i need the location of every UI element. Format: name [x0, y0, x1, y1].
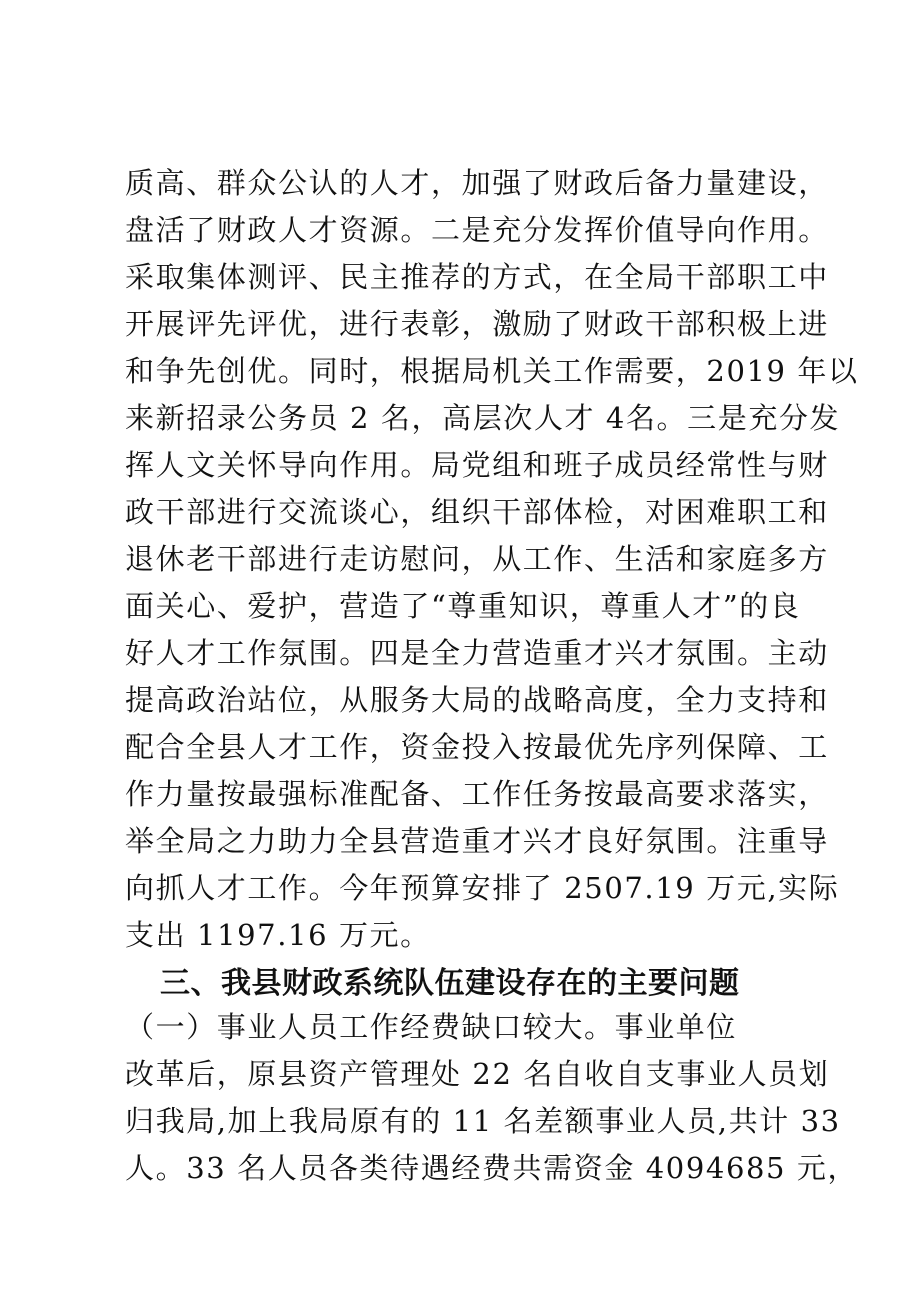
paragraph-line: （一）事业人员工作经费缺口较大。事业单位 [125, 1010, 738, 1044]
paragraph-line: 配合全县人才工作，资金投入按最优先序列保障、工 [125, 730, 829, 764]
paragraph-line: 退休老干部进行走访慰问，从工作、生活和家庭多方 [125, 542, 829, 576]
paragraph-line: 面关心、爱护，营造了“尊重知识，尊重人才”的良 [125, 589, 801, 623]
paragraph-line: 举全局之力助力全县营造重才兴才良好氛围。注重导 [125, 824, 829, 858]
paragraph-line: 提高政治站位，从服务大局的战略高度，全力支持和 [125, 683, 829, 717]
paragraph-line: 支出 1197.16 万元。 [125, 918, 431, 952]
paragraph-line: 来新招录公务员 2 名，高层次人才 4名。三是充分发 [125, 401, 841, 435]
paragraph-line: 和争先创优。同时，根据局机关工作需要，2019 年以 [125, 354, 859, 388]
paragraph-line: 采取集体测评、民主推荐的方式，在全局干部职工中 [125, 260, 829, 294]
paragraph-line: 作力量按最强标准配备、工作任务按最高要求落实， [125, 777, 829, 811]
paragraph-line: 政干部进行交流谈心，组织干部体检，对困难职工和 [125, 495, 829, 529]
paragraph-line: 归我局,加上我局原有的 11 名差额事业人员,共计 33 [125, 1104, 841, 1138]
paragraph-line: 质高、群众公认的人才，加强了财政后备力量建设， [125, 166, 829, 200]
paragraph-line: 向抓人才工作。今年预算安排了 2507.19 万元,实际 [125, 871, 840, 905]
paragraph-line: 人。33 名人员各类待遇经费共需资金 4094685 元， [125, 1151, 859, 1185]
paragraph-line: 盘活了财政人才资源。二是充分发挥价值导向作用。 [125, 213, 829, 247]
paragraph-line: 改革后，原县资产管理处 22 名自收自支事业人员划 [125, 1057, 830, 1091]
paragraph-line: 挥人文关怀导向作用。局党组和班子成员经常性与财 [125, 448, 829, 482]
section-heading: 三、我县财政系统队伍建设存在的主要问题 [160, 966, 740, 1001]
paragraph-line: 好人才工作氛围。四是全力营造重才兴才氛围。主动 [125, 636, 829, 670]
paragraph-line: 开展评先评优，进行表彰，激励了财政干部积极上进 [125, 307, 829, 341]
